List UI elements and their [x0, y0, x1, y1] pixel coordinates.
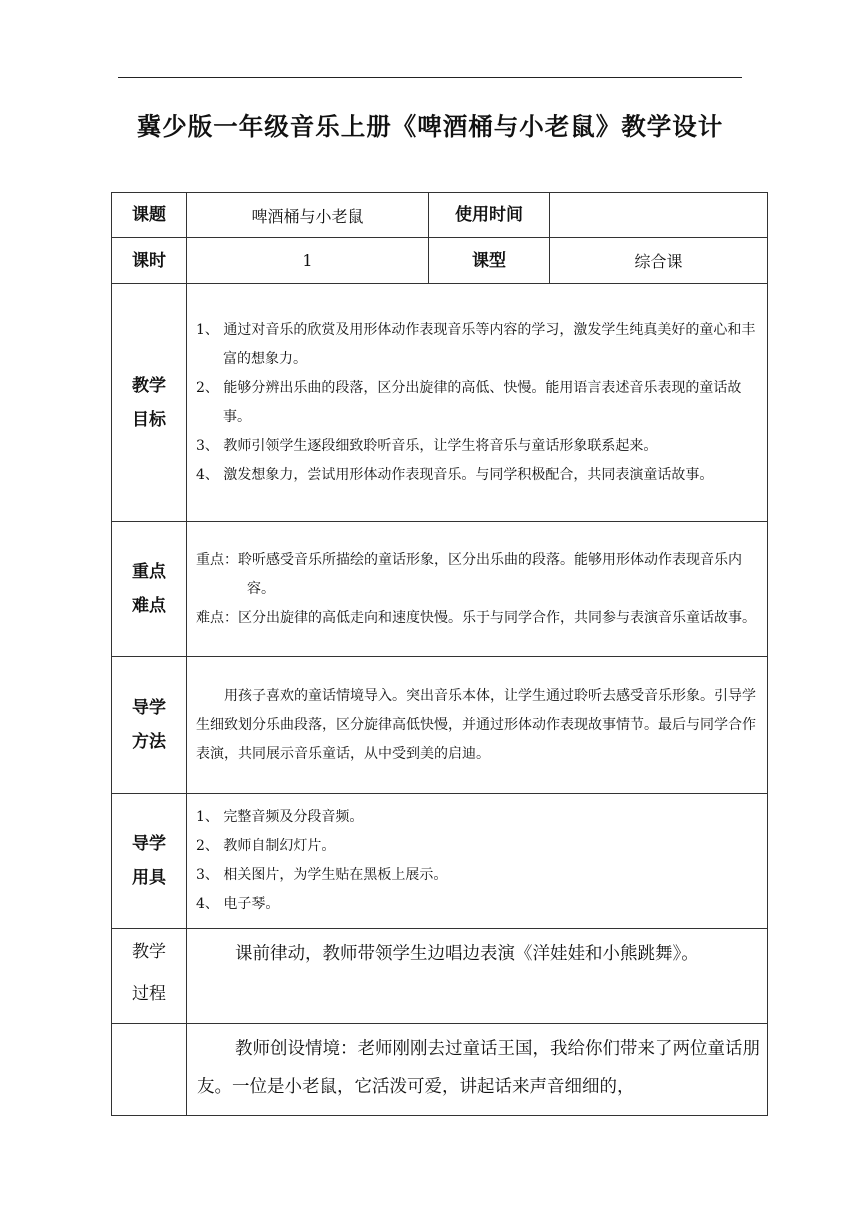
method-label [112, 657, 187, 794]
top-rule [118, 77, 742, 78]
goals-content [187, 284, 768, 522]
row-tools [112, 794, 768, 929]
key-points-label-line1: 重点 [132, 562, 166, 582]
difficult-point-item: 难点：区分出旋律的高低走向和速度快慢。乐于与同学合作，共同参与表演音乐童话故事。 [196, 609, 756, 626]
key-points-label [112, 522, 187, 657]
row-scenario [112, 1024, 768, 1116]
hours-label: 课时 [112, 238, 187, 284]
scenario-text: 教师创设情境：老师刚刚去过童话王国，我给你们带来了两位童话朋友。一位是小老鼠，它活泼可爱，讲起话来声音细细的， [197, 1039, 760, 1097]
tools-label-line1: 导学 [132, 834, 166, 854]
scenario-label-empty [112, 1024, 187, 1116]
lesson-plan-table [111, 192, 768, 1116]
row-method [112, 657, 768, 794]
tools-label-line2: 用具 [132, 868, 166, 888]
goal-item: 4、 激发想象力，尝试用形体动作表现音乐。与同学积极配合，共同表演童话故事。 [196, 466, 714, 483]
method-label-line1: 导学 [132, 698, 166, 718]
method-content [187, 657, 768, 794]
process-label [112, 929, 187, 1024]
goals-label [112, 284, 187, 522]
key-point-item: 重点：聆听感受音乐所描绘的童话形象，区分出乐曲的段落。能够用形体动作表现音乐内容。 [196, 551, 742, 597]
process-label-line1: 教学 [132, 942, 166, 962]
hours-value: 1 [187, 238, 429, 284]
goal-item: 3、 教师引领学生逐段细致聆听音乐，让学生将音乐与童话形象联系起来。 [196, 437, 658, 454]
tools-content [187, 794, 768, 929]
row-process [112, 929, 768, 1024]
row-key-points [112, 522, 768, 657]
topic-value: 啤酒桶与小老鼠 [187, 193, 429, 238]
row-hours [112, 238, 768, 284]
process-text: 课前律动，教师带领学生边唱边表演《洋娃娃和小熊跳舞》。 [235, 944, 699, 964]
goal-item: 1、 通过对音乐的欣赏及用形体动作表现音乐等内容的学习，激发学生纯真美好的童心和丰富的想象力。 [196, 321, 756, 367]
tool-item: 4、 电子琴。 [196, 896, 280, 912]
tool-item: 1、 完整音频及分段音频。 [196, 809, 364, 825]
type-value: 综合课 [550, 238, 768, 284]
row-goals [112, 284, 768, 522]
tools-label [112, 794, 187, 929]
goals-label-line2: 目标 [132, 409, 166, 430]
key-points-content [187, 522, 768, 657]
document-title: 冀少版一年级音乐上册《啤酒桶与小老鼠》教学设计 [136, 112, 724, 141]
type-label: 课型 [429, 238, 550, 284]
process-content [187, 929, 768, 1024]
goals-label-line1: 教学 [132, 375, 166, 396]
tool-item: 2、 教师自制幻灯片。 [196, 838, 336, 854]
time-value [550, 193, 768, 238]
time-label: 使用时间 [429, 193, 550, 238]
method-text: 用孩子喜欢的童话情境导入。突出音乐本体，让学生通过聆听去感受音乐形象。引导学生细致划分乐曲段落，区分旋律高低快慢，并通过形体动作表现故事情节。最后与同学合作表演，共同展示音乐童话，从中受到美的启迪。 [196, 687, 756, 762]
topic-label: 课题 [112, 193, 187, 238]
method-label-line2: 方法 [132, 732, 166, 752]
goal-item: 2、 能够分辨出乐曲的段落，区分出旋律的高低、快慢。能用语言表述音乐表现的童话故事。 [196, 379, 742, 425]
tool-item: 3、 相关图片，为学生贴在黑板上展示。 [196, 867, 448, 883]
scenario-content [187, 1024, 768, 1116]
process-label-line2: 过程 [132, 984, 166, 1004]
key-points-label-line2: 难点 [132, 596, 166, 616]
row-topic [112, 193, 768, 238]
